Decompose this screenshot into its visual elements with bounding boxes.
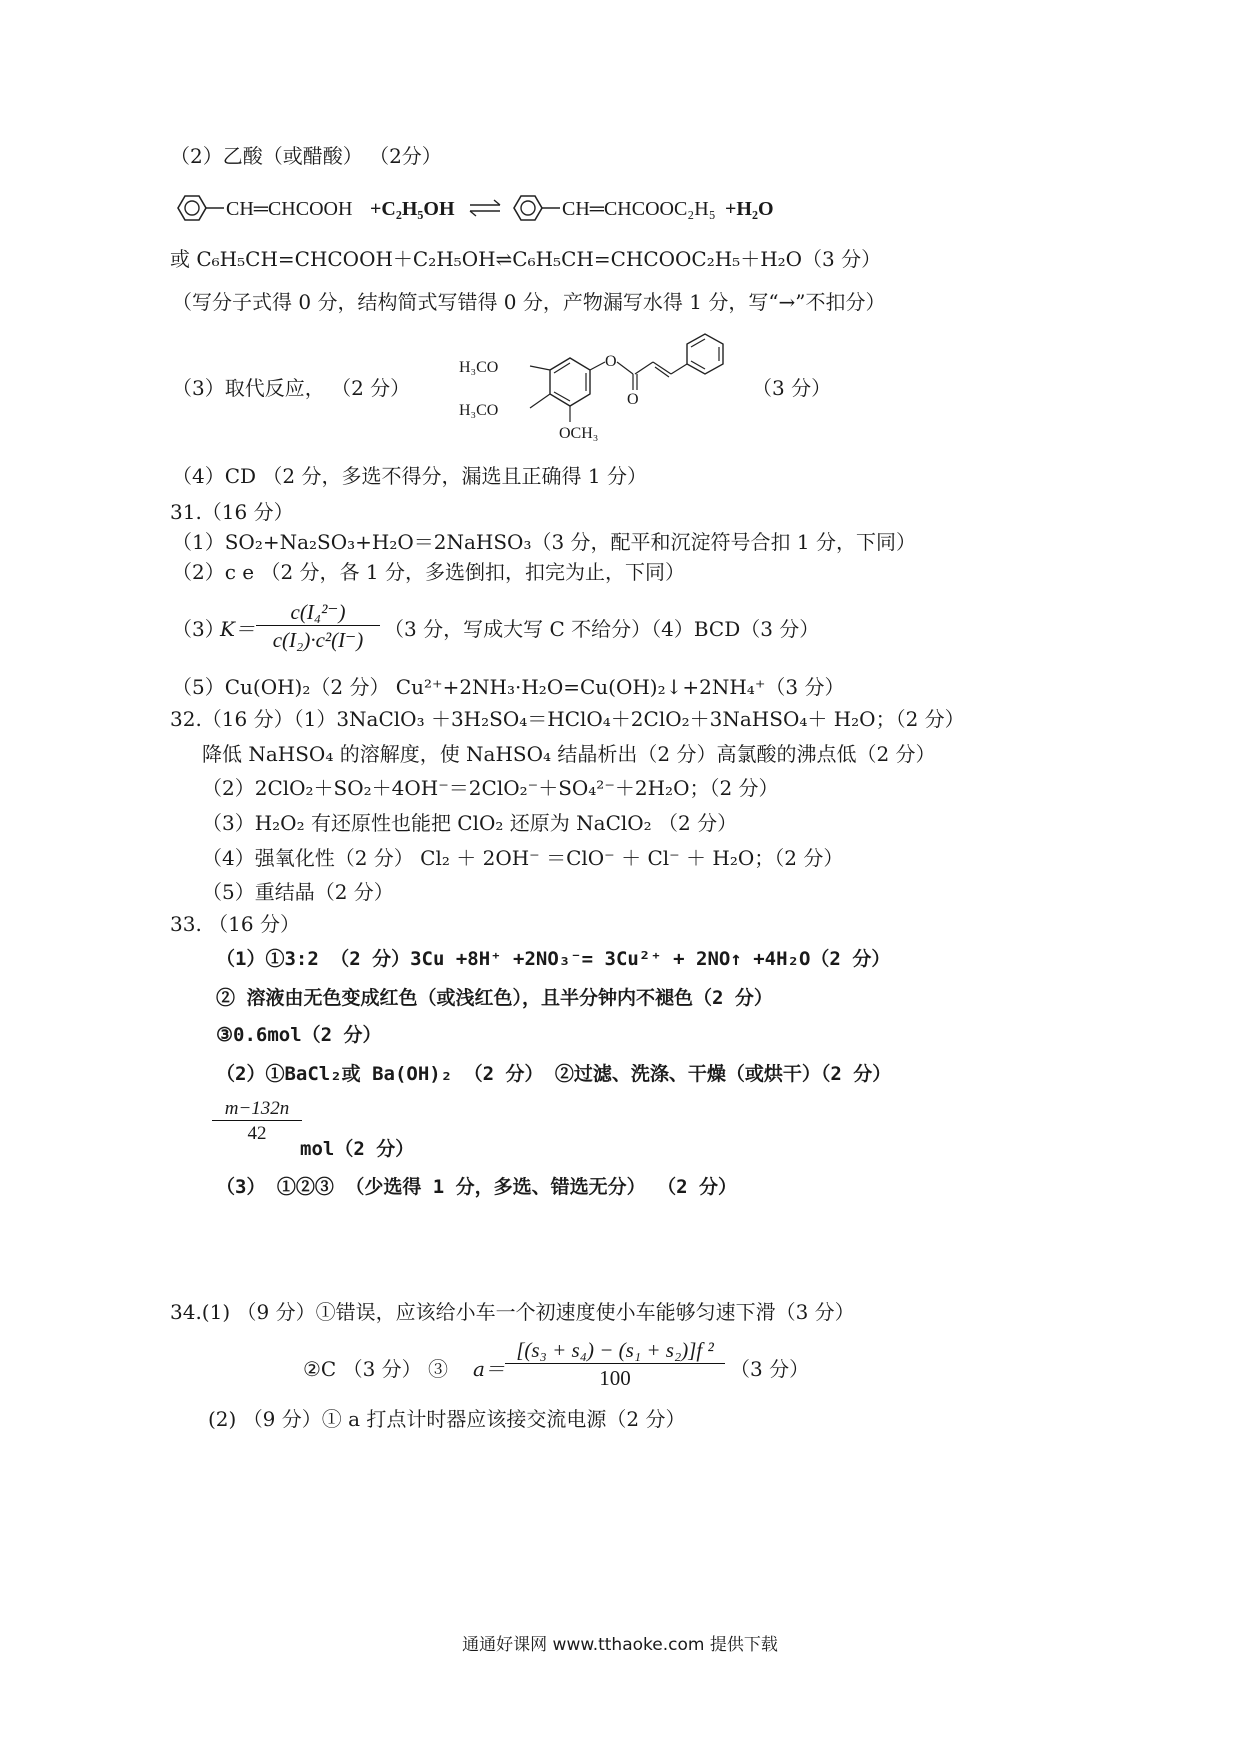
- equilibrium-arrow-icon: [470, 200, 500, 216]
- q33-title: 33. （16 分）: [170, 912, 300, 936]
- q32-line2: 降低 NaHSO₄ 的溶解度，使 NaHSO₄ 结晶析出（2 分）高氯酸的沸点低（2 分）: [202, 742, 936, 766]
- q30-2-title: （2）乙酸（或醋酸） （2分）: [170, 144, 442, 168]
- q32-line5: （4）强氧化性（2 分） Cl₂ ＋ 2OH⁻ ＝ClO⁻ ＋ Cl⁻ ＋ H₂O；（2 分）: [202, 846, 844, 870]
- q34-line2-suffix: （3 分）: [730, 1357, 810, 1381]
- benzene-ring-icon: [514, 196, 542, 220]
- q31-title: 31.（16 分）: [170, 500, 294, 524]
- q31-3-suffix: （3 分，写成大写 C 不给分）（4）BCD（3 分）: [384, 617, 820, 641]
- svg-text:H₃CO: H₃CO: [459, 359, 499, 376]
- q34-line3: (2) （9 分）① a 打点计时器应该接交流电源（2 分）: [208, 1407, 686, 1431]
- q33-line3: ③0.6mol（2 分）: [216, 1024, 382, 1046]
- q30-3-label: （3）取代反应， （2 分）: [172, 376, 411, 400]
- svg-text:OCH₃: OCH₃: [559, 425, 599, 442]
- q34-line2-a: a＝: [473, 1357, 505, 1381]
- q30-3-score: （3 分）: [752, 376, 832, 400]
- q32-line3: （2）2ClO₂＋SO₂＋4OH⁻＝2ClO₂⁻＋SO₄²⁻＋2H₂O；（2 分）: [202, 776, 779, 800]
- q33-line4: （2）①BaCl₂或 Ba(OH)₂ （2 分） ②过滤、洗涤、干燥（或烘干）（2 分）: [216, 1063, 892, 1085]
- q30-2-note: （写分子式得 0 分，结构简式写错得 0 分，产物漏写水得 1 分，写“→”不扣分）: [172, 290, 886, 314]
- q31-1: （1）SO₂+Na₂SO₃+H₂O＝2NaHSO₃（3 分，配平和沉淀符号合扣 1 分，下同）: [172, 530, 916, 554]
- q30-2-alt-equation: 或 C₆H₅CH=CHCOOH＋C₂H₅OH⇌C₆H₅CH=CHCOOC₂H₅＋H₂O（3 分）: [170, 247, 882, 271]
- q31-3-k: K＝: [220, 617, 255, 641]
- fraction-denominator: 42: [212, 1120, 302, 1145]
- q34-line2-left: ②C （3 分） ③: [303, 1357, 449, 1381]
- q34-line1: 34.(1) （9 分）①错误，应该给小车一个初速度使小车能够匀速下滑（3 分）: [170, 1300, 855, 1324]
- fraction-numerator: c(I₄²⁻): [290, 600, 346, 624]
- page-footer: 通通好课网 www.tthaoke.com 提供下载: [462, 1635, 778, 1655]
- fraction-numerator: [(s₃ + s₄) − (s₁ + s₂)]f ²: [516, 1338, 714, 1362]
- q33-line6: （3） ①②③ （少选得 1 分，多选、错选无分） （2 分）: [216, 1176, 737, 1198]
- moles-fraction: [212, 1098, 302, 1145]
- fraction-denominator: c(I₂)·c²(I⁻): [256, 625, 380, 653]
- q30-4: （4）CD （2 分，多选不得分，漏选且正确得 1 分）: [172, 464, 647, 488]
- q32-line1: 32.（16 分）（1）3NaClO₃ ＋3H₂SO₄＝HClO₄＋2ClO₂＋3NaHSO₄＋ H₂O；（2 分）: [170, 707, 965, 731]
- q33-line1: （1）①3:2 （2 分）3Cu +8H⁺ +2NO₃⁻= 3Cu²⁺ + 2NO↑ +4H₂O（2 分）: [216, 948, 891, 970]
- svg-text:H₃CO: H₃CO: [459, 402, 499, 419]
- fraction-denominator: 100: [505, 1363, 725, 1391]
- q31-5: （5）Cu(OH)₂（2 分） Cu²⁺+2NH₃·H₂O=Cu(OH)₂↓+2NH₄⁺（3 分）: [172, 675, 845, 699]
- eq-ethanol: +C₂H₅OH: [370, 198, 455, 220]
- acceleration-fraction: [505, 1338, 725, 1391]
- fraction-numerator: m−132n: [224, 1098, 290, 1119]
- equilibrium-constant-fraction: [256, 600, 380, 653]
- q33-line2: ② 溶液由无色变成红色（或浅红色），且半分钟内不褪色（2 分）: [216, 987, 773, 1009]
- eq-acid: CH═CHCOOH: [226, 198, 353, 220]
- svg-text:O: O: [627, 391, 639, 408]
- q31-3-prefix: （3）: [172, 617, 225, 641]
- q31-2: （2）c e （2 分，各 1 分，多选倒扣，扣完为止，下同）: [172, 560, 685, 584]
- eq-ester: CH═CHCOOC₂H₅: [562, 198, 716, 220]
- q32-line6: （5）重结晶（2 分）: [202, 880, 394, 904]
- esterification-equation: [170, 188, 990, 228]
- svg-text:O: O: [605, 353, 617, 370]
- eq-water: +H₂O: [725, 198, 774, 220]
- q33-fraction-suffix: mol（2 分）: [300, 1138, 415, 1160]
- q32-line4: （3）H₂O₂ 有还原性也能把 ClO₂ 还原为 NaClO₂ （2 分）: [202, 811, 738, 835]
- ester-structure-diagram: [455, 340, 755, 450]
- benzene-ring-icon: [178, 196, 206, 220]
